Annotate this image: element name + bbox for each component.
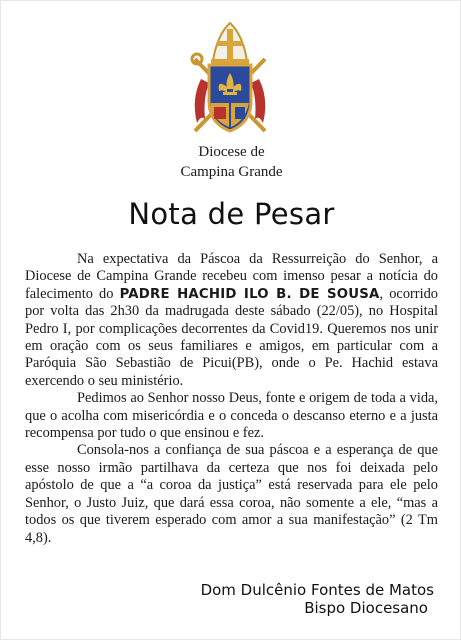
paragraph-2: Pedimos ao Senhor nosso Deus, fonte e origem de toda a vida, que o acolha com misericórdia e o conceda o descanso eterno e a justa recompensa por tudo o que ensinou e fez. <box>25 390 438 442</box>
diocese-name-line1: Diocese de <box>198 144 265 160</box>
page-title: Nota de Pesar <box>128 197 335 231</box>
paragraph-1-intro: Na expectativa da Páscoa da Ressurreição do Senhor, a Diocese de Campina Grande recebeu com imenso pesar a notícia do falecimento do <box>25 251 438 302</box>
paragraph-1-rest: , ocorrido por volta das 2h30 da madrugada deste sábado (22/05), no Hospital Pedro I, por complicações decorrentes da Covid19. Queremos nos unir em oração com os seus familiares e amigos, em particular com a Paróquia São Sebastião de Picui(PB), onde o Pe. Hachid estava exercendo o seu ministério. <box>25 285 438 389</box>
paragraph-3: Consola-nos a confiança de sua páscoa e a esperança de que esse nosso irmão partilhava da certeza que nos foi deixada pelo apóstolo de que a “a coroa da justiça” está reservada para ele pelo Senhor, o Justo Juiz, que dará essa coroa, não somente a ele, “mas a todos os que tiverem esperado com amor a sua manifestação” (2 Tm 4,8). <box>25 442 438 546</box>
note-body <box>25 251 438 547</box>
signature-role: Bispo Diocesano <box>304 599 428 617</box>
signature-name: Dom Dulcênio Fontes de Matos <box>200 581 434 599</box>
paragraph-1 <box>25 251 438 390</box>
deceased-name: PADRE HACHID ILO B. DE SOUSA <box>119 286 380 302</box>
diocese-name-line2: Campina Grande <box>180 164 283 180</box>
diocese-coat-of-arms-icon <box>187 19 273 137</box>
